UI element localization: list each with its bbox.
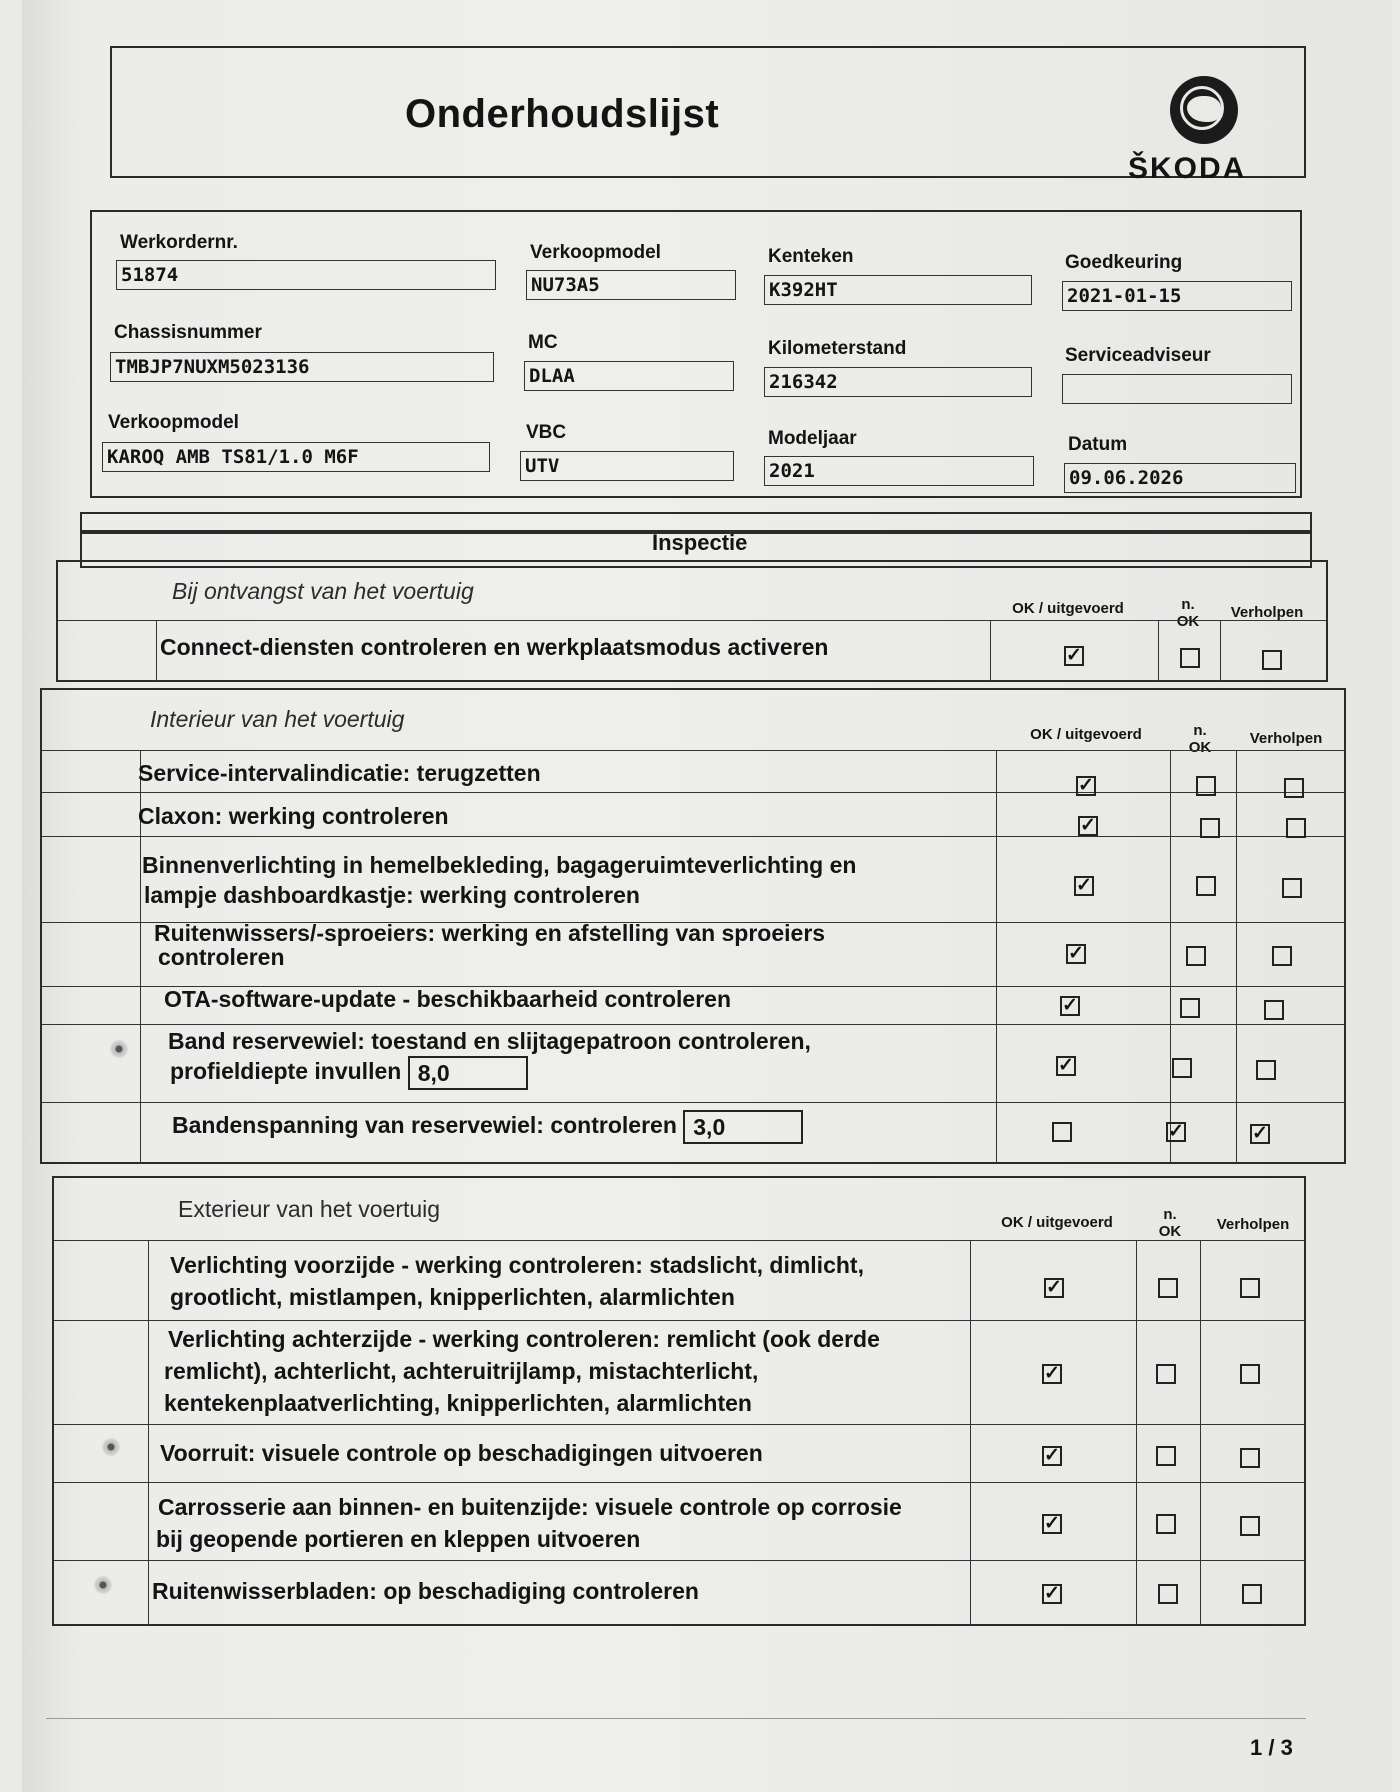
col-fixed-header: Verholpen [1249,730,1323,747]
modeljaar-label: Modeljaar [768,428,857,449]
col-divider [996,750,997,1164]
section-interieur-title: Interieur van het voertuig [150,706,405,732]
row-divider [52,1560,1306,1561]
col-nok-header-top: n. [1163,1206,1177,1223]
check-item-label: Binnenverlichting in hemelbekleding, bagageruimteverlichting en [142,852,857,878]
row-divider [40,792,1346,793]
skoda-arrow-icon [1187,96,1221,122]
fixed-checkbox[interactable] [1282,878,1302,898]
fixed-checkbox[interactable] [1272,946,1292,966]
kenteken-field[interactable]: K392HT [764,275,1032,305]
ok-checkbox[interactable]: ✓ [1074,876,1094,896]
kenteken-label: Kenteken [768,246,854,267]
check-item-label-cont: remlicht), achterlicht, achteruitrijlamp, mistachterlicht, [164,1358,759,1384]
ok-checkbox[interactable]: ✓ [1056,1056,1076,1076]
row-divider [40,1024,1346,1025]
check-item-label-cont [170,1056,528,1090]
col-ok-header: OK / uitgevoerd [1001,1214,1113,1231]
check-item-label [172,1110,803,1144]
col-divider [1220,620,1221,682]
section-exterieur-title: Exterieur van het voertuig [178,1196,441,1222]
serviceadviseur-field[interactable] [1062,374,1292,404]
check-item-label-cont: bij geopende portieren en kleppen uitvoeren [156,1526,641,1552]
check-item-label-cont: lampje dashboardkastje: werking controleren [144,882,640,908]
bullet-marker-icon [102,1438,120,1456]
werkordernr-label: Werkordernr. [120,232,238,253]
col-divider [1200,1240,1201,1626]
modeljaar-field[interactable]: 2021 [764,456,1034,486]
check-item-label: Connect-diensten controleren en werkplaatsmodus activeren [160,634,829,660]
col-nok-header-bottom: OK [1176,613,1200,630]
ok-checkbox[interactable]: ✓ [1042,1364,1062,1384]
vbc-label: VBC [526,422,567,443]
check-item-label: Verlichting voorzijde - werking controleren: stadslicht, dimlicht, [170,1252,864,1278]
ok-checkbox[interactable]: ✓ [1066,944,1086,964]
col-nok-header-top: n. [1193,722,1207,739]
nok-checkbox[interactable] [1186,946,1206,966]
bullet-marker-icon [94,1576,112,1594]
ok-checkbox[interactable]: ✓ [1042,1584,1062,1604]
ok-checkbox[interactable]: ✓ [1044,1278,1064,1298]
col-divider [1136,1240,1137,1626]
col-nok-header-bottom: OK [1158,1223,1182,1240]
check-item-label-cont: kentekenplaatverlichting, knipperlichten, alarmlichten [164,1390,752,1416]
kilometerstand-field[interactable]: 216342 [764,367,1032,397]
verkoopmodel-naam-field[interactable]: KAROQ AMB TS81/1.0 M6F [102,442,490,472]
ok-checkbox[interactable]: ✓ [1064,646,1084,666]
col-fixed-header: Verholpen [1216,1216,1290,1233]
vbc-field[interactable]: UTV [520,451,734,481]
col-nok-header-top: n. [1181,596,1195,613]
footer-divider [46,1718,1306,1719]
check-item-label-text: profieldiepte invullen [170,1058,402,1085]
page-number: 1 / 3 [1250,1735,1293,1760]
verkoopmodel-code-field[interactable]: NU73A5 [526,270,736,300]
col-divider [156,620,157,682]
nok-checkbox[interactable] [1156,1514,1176,1534]
fixed-checkbox[interactable] [1262,650,1282,670]
ok-checkbox[interactable]: ✓ [1060,996,1080,1016]
check-item-label: Voorruit: visuele controle op beschadigingen uitvoeren [160,1440,763,1466]
ok-checkbox[interactable]: ✓ [1042,1514,1062,1534]
col-divider [1236,750,1237,1164]
col-divider [148,1240,149,1626]
brand-name: ŠKODA [1128,152,1247,185]
col-divider [1158,620,1159,682]
nok-checkbox[interactable] [1200,818,1220,838]
nok-checkbox[interactable] [1156,1364,1176,1384]
fixed-checkbox[interactable]: ✓ [1250,1124,1270,1144]
row-divider [52,1320,1306,1321]
verkoopmodel-naam-label: Verkoopmodel [108,412,239,433]
nok-checkbox[interactable] [1196,876,1216,896]
col-fixed-header: Verholpen [1230,604,1304,621]
fixed-checkbox[interactable] [1264,1000,1284,1020]
col-divider [970,1240,971,1626]
section-ontvangst-title: Bij ontvangst van het voertuig [172,578,474,604]
nok-checkbox[interactable] [1158,1278,1178,1298]
row-divider [52,1482,1306,1483]
check-item-label: Verlichting achterzijde - werking controleren: remlicht (ook derde [168,1326,880,1352]
check-item-label-text: Bandenspanning van reservewiel: controleren [172,1112,677,1139]
nok-checkbox[interactable]: ✓ [1166,1122,1186,1142]
nok-checkbox[interactable] [1180,998,1200,1018]
check-item-label: Service-intervalindicatie: terugzetten [138,760,541,786]
fixed-checkbox[interactable] [1240,1278,1260,1298]
check-item-label: Claxon: werking controleren [138,803,449,829]
row-divider [56,620,1328,621]
verkoopmodel-code-label: Verkoopmodel [530,242,661,263]
nok-checkbox[interactable] [1158,1584,1178,1604]
col-divider [990,620,991,682]
nok-checkbox[interactable] [1180,648,1200,668]
bullet-marker-icon [110,1040,128,1058]
datum-label: Datum [1068,434,1128,455]
goedkeuring-field[interactable]: 2021-01-15 [1062,281,1292,311]
kilometerstand-label: Kilometerstand [768,338,907,359]
nok-checkbox[interactable] [1196,776,1216,796]
col-nok-header-bottom: OK [1188,739,1212,756]
ok-checkbox[interactable] [1052,1122,1072,1142]
werkordernr-field[interactable]: 51874 [116,260,496,290]
fixed-checkbox[interactable] [1286,818,1306,838]
check-item-label: Ruitenwissers/-sproeiers: werking en afstelling van sproeiers [154,920,826,946]
col-ok-header: OK / uitgevoerd [1030,726,1142,743]
nok-checkbox[interactable] [1156,1446,1176,1466]
col-ok-header: OK / uitgevoerd [1012,600,1124,617]
chassisnummer-label: Chassisnummer [114,322,262,343]
nok-checkbox[interactable] [1172,1058,1192,1078]
row-divider [52,1240,1306,1241]
row-divider [40,750,1346,751]
col-divider [1170,750,1171,1164]
check-item-label-cont: grootlicht, mistlampen, knipperlichten, alarmlichten [170,1284,735,1310]
mc-label: MC [528,332,558,353]
profieldiepte-input[interactable]: 8,0 [408,1056,528,1090]
check-item-label: Band reservewiel: toestand en slijtagepatroon controleren, [168,1028,811,1054]
fixed-checkbox[interactable] [1240,1364,1260,1384]
ok-checkbox[interactable]: ✓ [1078,816,1098,836]
fixed-checkbox[interactable] [1256,1060,1276,1080]
goedkeuring-label: Goedkeuring [1065,252,1183,273]
bandenspanning-input[interactable]: 3,0 [683,1110,803,1144]
check-item-label: Carrosserie aan binnen- en buitenzijde: visuele controle op corrosie [158,1494,902,1520]
ok-checkbox[interactable]: ✓ [1076,776,1096,796]
inspectie-label: Inspectie [652,530,748,555]
ok-checkbox[interactable]: ✓ [1042,1446,1062,1466]
check-item-label: OTA-software-update - beschikbaarheid controleren [164,986,732,1012]
check-item-label-cont: controleren [158,944,285,970]
document-title: Onderhoudslijst [405,92,720,136]
datum-field[interactable]: 09.06.2026 [1064,463,1296,493]
chassisnummer-field[interactable]: TMBJP7NUXM5023136 [110,352,494,382]
mc-field[interactable]: DLAA [524,361,734,391]
row-divider [40,836,1346,837]
row-divider [52,1424,1306,1425]
fixed-checkbox[interactable] [1240,1448,1260,1468]
check-item-label: Ruitenwisserbladen: op beschadiging controleren [152,1578,699,1604]
fixed-checkbox[interactable] [1240,1516,1260,1536]
fixed-checkbox[interactable] [1284,778,1304,798]
row-divider [40,1102,1346,1103]
fixed-checkbox[interactable] [1242,1584,1262,1604]
serviceadviseur-label: Serviceadviseur [1065,345,1211,366]
